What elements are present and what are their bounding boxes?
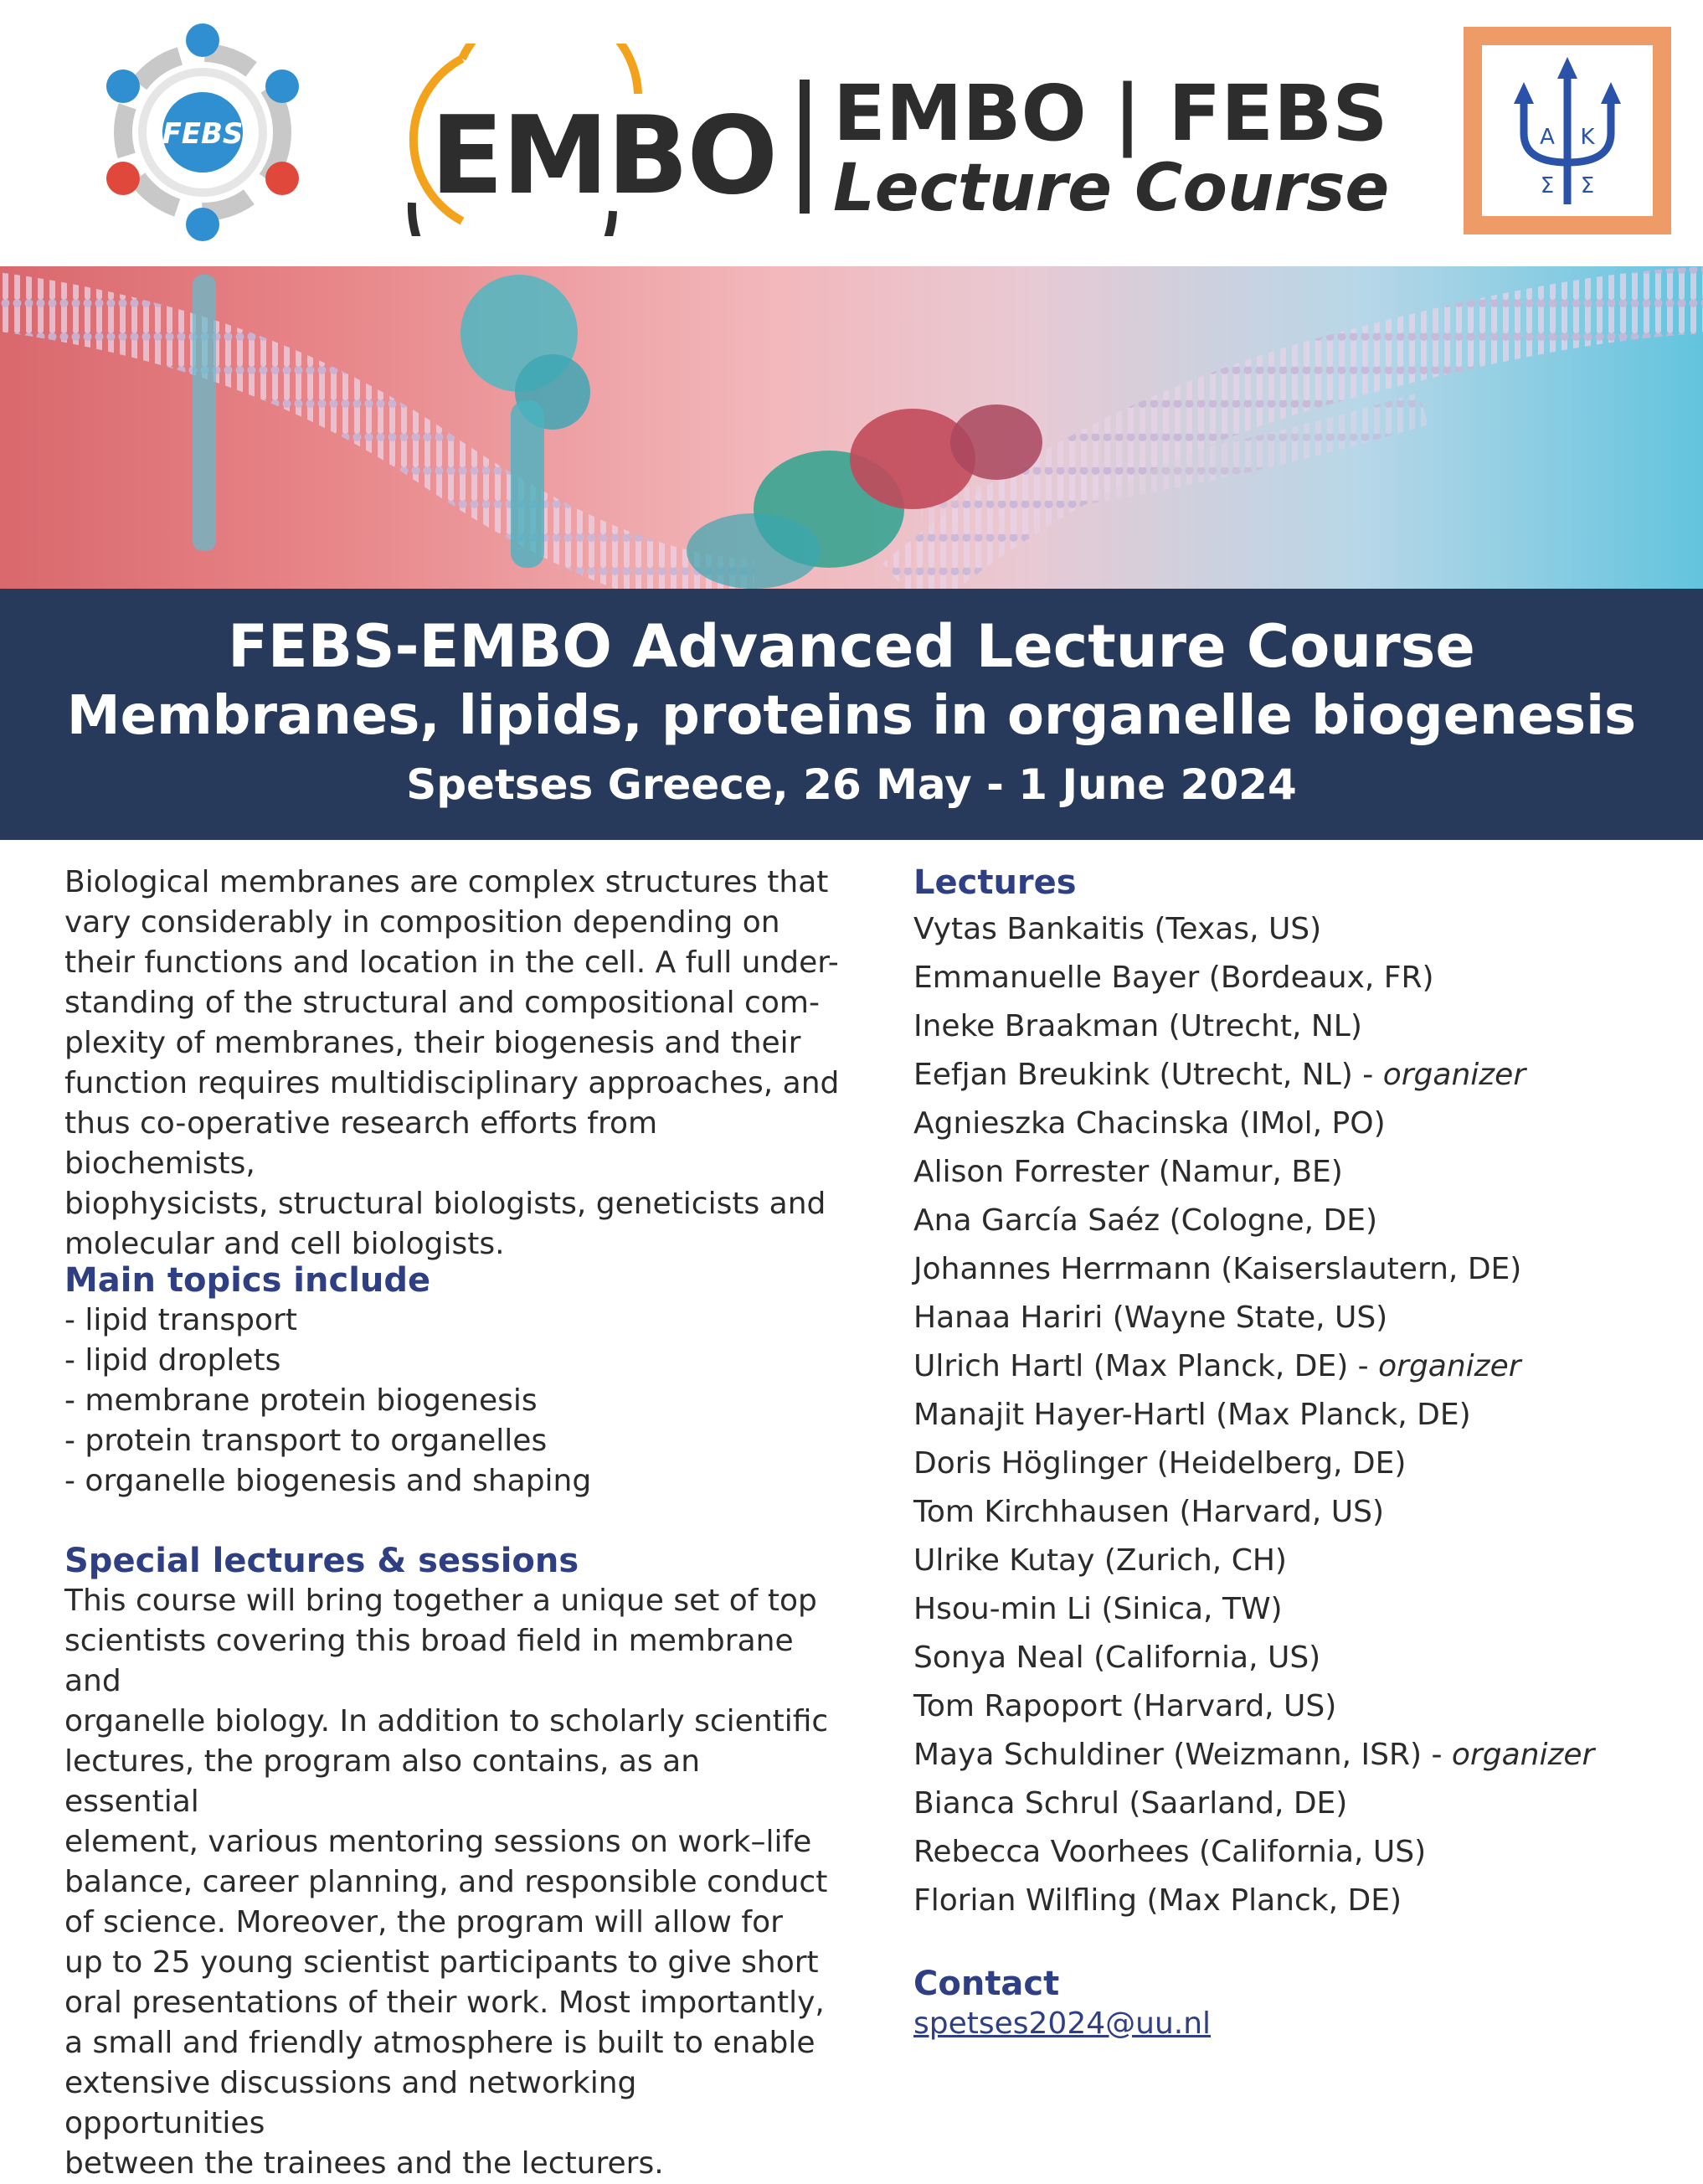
intro-line: Biological membranes are complex structures that [64, 865, 829, 899]
intro-line: vary considerably in composition depending on [64, 905, 780, 940]
topic-item: - lipid droplets [64, 1343, 281, 1378]
special-line: scientists covering this broad field in membrane and [64, 1624, 794, 1698]
febs-logo [94, 23, 311, 241]
lecturer-name: Florian Wilfling (Max Planck, DE) [913, 1883, 1402, 1918]
lecturer-role: organizer [1382, 1058, 1526, 1092]
aks-logo-panel [1482, 45, 1653, 216]
lecturer-item [913, 1444, 1594, 1492]
embo-logo [362, 44, 777, 236]
special-paragraph [64, 1581, 843, 2184]
lectures-heading: Lectures [913, 863, 1077, 902]
topic-item: - organelle biogenesis and shaping [64, 1464, 592, 1498]
lecturer-name: Eefjan Breukink (Utrecht, NL) - [913, 1058, 1383, 1092]
title-band [0, 589, 1703, 840]
lectures-list [913, 909, 1594, 1929]
lecturer-item [913, 1735, 1594, 1784]
aks-letter: Α [1540, 125, 1555, 150]
lecturer-item [913, 1541, 1594, 1589]
lecturer-name: Hanaa Hariri (Wayne State, US) [913, 1301, 1388, 1335]
special-line: oral presentations of their work. Most importantly, [64, 1986, 825, 2020]
topic-item: - lipid transport [64, 1303, 297, 1337]
febs-logo-text: FEBS [162, 117, 244, 151]
special-heading: Special lectures & sessions [64, 1542, 579, 1580]
lecturer-item [913, 1201, 1594, 1249]
special-line: element, various mentoring sessions on work–life [64, 1825, 812, 1859]
aks-letter: Σ [1580, 173, 1595, 198]
lecturer-name: Agnieszka Chacinska (IMol, PO) [913, 1106, 1386, 1141]
lecturer-name: Vytas Bankaitis (Texas, US) [913, 912, 1322, 946]
course-subtitle: Membranes, lipids, proteins in organelle biogenesis [66, 685, 1637, 747]
topic-item: - membrane protein biogenesis [64, 1383, 538, 1418]
lecturer-role: organizer [1378, 1349, 1521, 1383]
aks-logo [1464, 27, 1671, 234]
course-brand-title: EMBO | FEBS [833, 69, 1388, 158]
special-line: of science. Moreover, the program will allow for [64, 1905, 783, 1939]
lecturer-name: Rebecca Voorhees (California, US) [913, 1835, 1427, 1869]
lecturer-name: Bianca Schrul (Saarland, DE) [913, 1786, 1348, 1821]
embo-logo-text: EMBO [430, 94, 777, 219]
aks-letter: Σ [1540, 173, 1555, 198]
course-brand-subtitle: Lecture Course [833, 151, 1390, 226]
special-line: This course will bring together a unique set of top [64, 1584, 817, 1618]
contact-email-link[interactable]: spetses2024@uu.nl [913, 2006, 1212, 2041]
lecturer-item [913, 1687, 1594, 1735]
lecturer-name: Ulrike Kutay (Zurich, CH) [913, 1543, 1287, 1578]
intro-line: thus co-operative research efforts from biochemists, [64, 1106, 658, 1181]
lecturer-item [913, 1055, 1594, 1104]
lecturer-name: Tom Rapoport (Harvard, US) [913, 1689, 1337, 1723]
special-line: organelle biology. In addition to scholarly scientific [64, 1704, 829, 1738]
membrane-protein-image [0, 266, 1703, 589]
lecturer-item [913, 909, 1594, 958]
lecturer-name: Tom Kirchhausen (Harvard, US) [913, 1495, 1384, 1529]
lecturer-name: Hsou-min Li (Sinica, TW) [913, 1592, 1283, 1626]
topic-item: - protein transport to organelles [64, 1424, 548, 1458]
lecturer-name: Sonya Neal (California, US) [913, 1641, 1321, 1675]
lecturer-name: Emmanuelle Bayer (Bordeaux, FR) [913, 961, 1434, 995]
special-line: up to 25 young scientist participants to give short [64, 1945, 819, 1980]
lecturer-item [913, 1395, 1594, 1444]
lecturer-item [913, 1589, 1594, 1638]
course-title: FEBS-EMBO Advanced Lecture Course [228, 612, 1475, 681]
intro-line: plexity of membranes, their biogenesis and their [64, 1026, 801, 1060]
course-location-dates: Spetses Greece, 26 May - 1 June 2024 [406, 760, 1297, 809]
header-divider [800, 80, 810, 214]
special-line: extensive discussions and networking opportunities [64, 2066, 637, 2140]
lecturer-name: Johannes Herrmann (Kaiserslautern, DE) [913, 1252, 1522, 1286]
topics-heading: Main topics include [64, 1261, 431, 1300]
intro-line: function requires multidisciplinary approaches, and [64, 1066, 840, 1100]
lecturer-name: Doris Höglinger (Heidelberg, DE) [913, 1446, 1407, 1481]
trident-icon [1482, 45, 1653, 216]
lecturer-item [913, 1249, 1594, 1298]
lecturer-name: Alison Forrester (Namur, BE) [913, 1155, 1343, 1189]
lecturer-item [913, 1784, 1594, 1832]
lecturer-name: Ana García Saéz (Cologne, DE) [913, 1203, 1378, 1238]
lecturer-item [913, 1152, 1594, 1201]
lecturer-item [913, 1832, 1594, 1881]
lecturer-item [913, 1298, 1594, 1347]
lecturer-item [913, 1347, 1594, 1395]
special-line: balance, career planning, and responsible conduct [64, 1865, 828, 1899]
topics-list [64, 1301, 591, 1502]
intro-line: biophysicists, structural biologists, geneticists and [64, 1187, 826, 1221]
special-line: lectures, the program also contains, as an essential [64, 1744, 701, 1819]
lecturer-name: Manajit Hayer-Hartl (Max Planck, DE) [913, 1398, 1471, 1432]
special-line: a small and friendly atmosphere is built to enable [64, 2026, 815, 2060]
aks-letter: Κ [1580, 125, 1595, 150]
lecturer-item [913, 1007, 1594, 1055]
lecturer-name: Ineke Braakman (Utrecht, NL) [913, 1009, 1362, 1043]
lecturer-item [913, 1881, 1594, 1929]
lecturer-item [913, 1492, 1594, 1541]
intro-line: standing of the structural and compositional com- [64, 986, 820, 1020]
lecturer-item [913, 1104, 1594, 1152]
lecturer-role: organizer [1451, 1738, 1595, 1772]
banner-image [0, 266, 1703, 589]
intro-line: molecular and cell biologists. [64, 1227, 505, 1261]
special-line: between the trainees and the lecturers. [64, 2146, 664, 2181]
lecturer-item [913, 958, 1594, 1007]
contact-heading: Contact [913, 1965, 1060, 2003]
intro-line: their functions and location in the cell. A full under- [64, 945, 839, 980]
lecturer-name: Maya Schuldiner (Weizmann, ISR) - [913, 1738, 1452, 1772]
lecturer-item [913, 1638, 1594, 1687]
intro-paragraph [64, 863, 843, 1265]
lecturer-name: Ulrich Hartl (Max Planck, DE) - [913, 1349, 1379, 1383]
